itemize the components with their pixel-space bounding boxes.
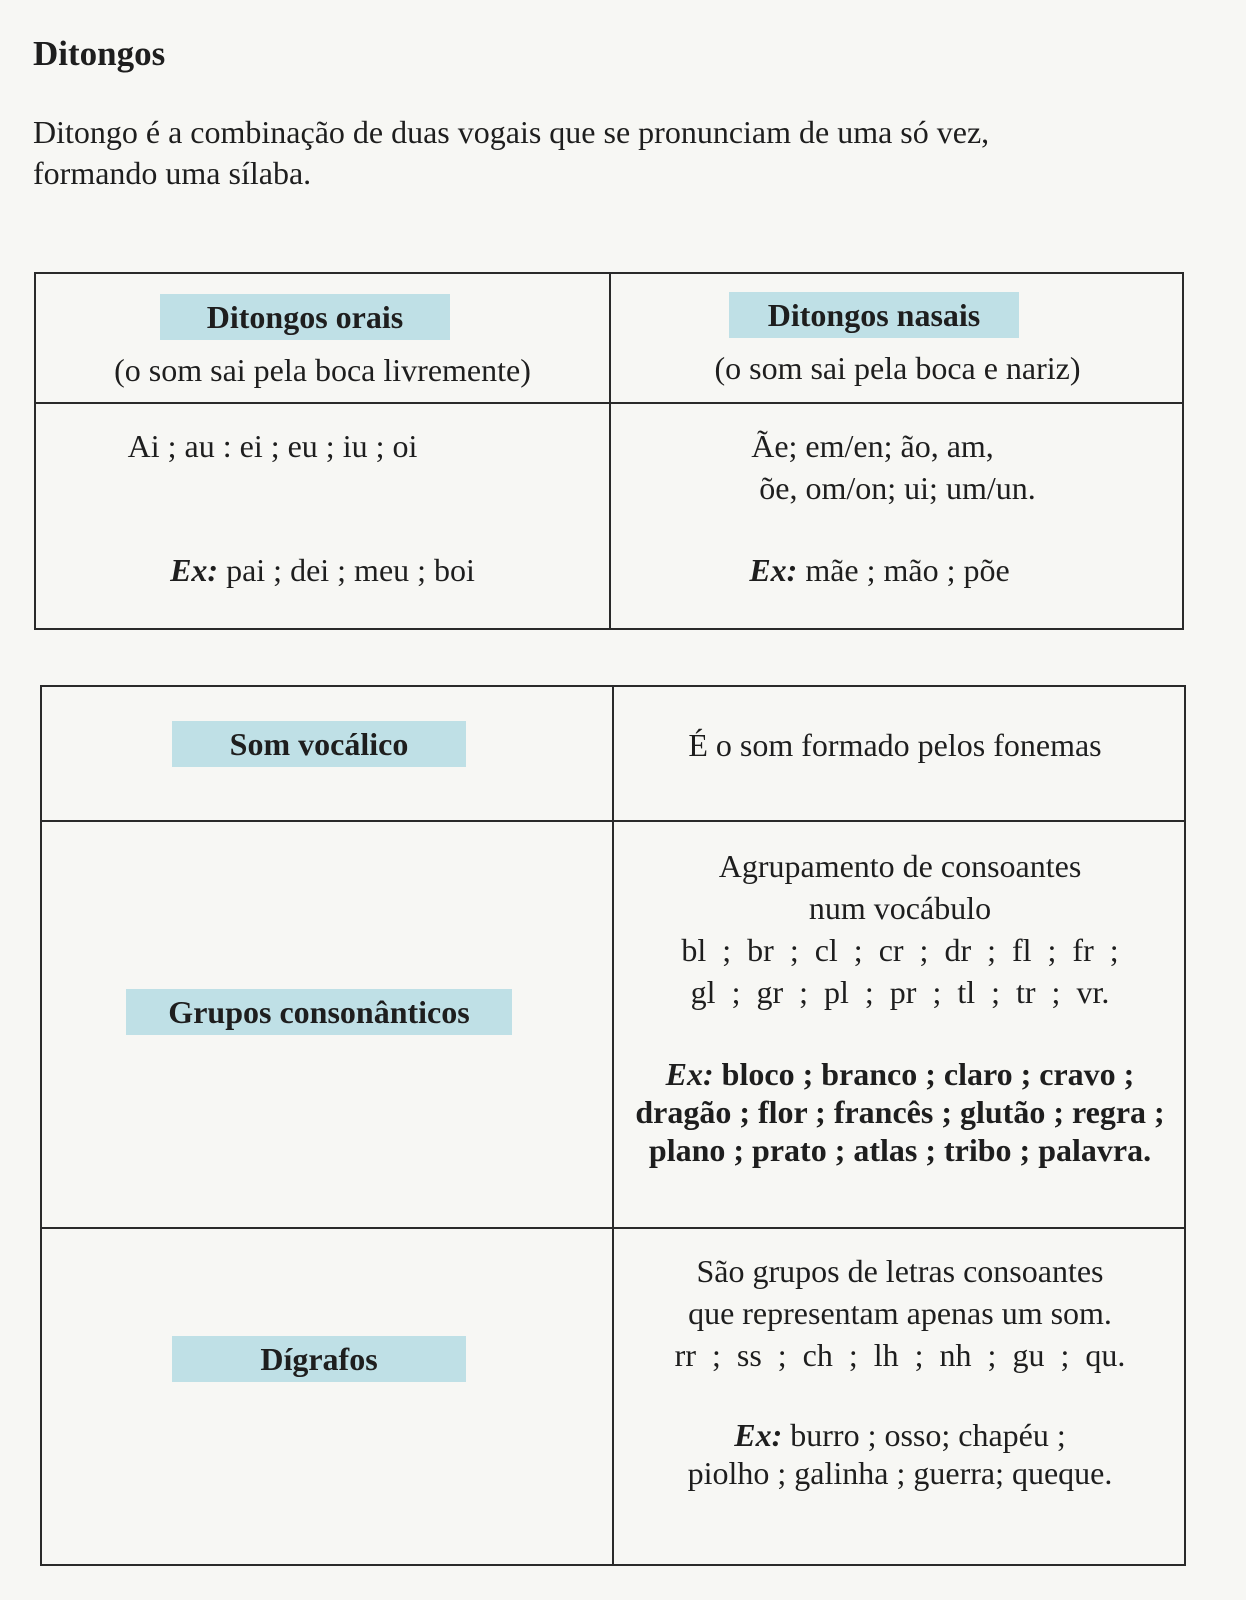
grupos-example-3 [614,1130,1186,1170]
grupos-list-2-text: gl ; gr ; pl ; pr ; tl ; tr ; vr. [690,974,1110,1010]
grupos-list-1 [614,930,1186,970]
grupos-desc-2: num vocábulo [808,890,992,926]
grupos-example-1-text: bloco ; branco ; claro ; cravo ; [721,1056,1135,1092]
intro-line-2: formando uma sílaba. [33,155,312,191]
digrafos-example-1-text: burro ; osso; chapéu ; [790,1417,1066,1453]
ex-label: Ex: [749,552,798,588]
ditongos-orais-body [36,404,609,630]
ditongos-nasais-subtitle: (o som sai pela boca e nariz) [714,350,1081,386]
grupos-example-2 [614,1092,1186,1132]
digrafos-list [614,1335,1186,1375]
grupos-desc-1: Agrupamento de consoantes [718,848,1082,884]
intro-line-1: Ditongo é a combinação de duas vogais que se pronunciam de uma só vez, [33,114,990,150]
som-vocalico-label-cell [42,687,612,820]
som-vocalico-text-cell [614,687,1186,820]
ditongos-nasais-body [611,404,1184,630]
ditongos-nasais-heading: Ditongos nasais [729,292,1019,338]
grupos-consonanticos-label-cell [42,822,612,1227]
ditongos-orais-header [36,274,609,402]
ex-label: Ex: [734,1417,783,1453]
digrafos-label: Dígrafos [172,1336,466,1382]
ex-label: Ex: [170,552,219,588]
ditongos-nasais-example [575,550,1184,590]
intro-paragraph [33,112,1213,194]
grupos-consonanticos-text-cell [614,822,1186,1227]
ditongos-orais-example-text: pai ; dei ; meu ; boi [226,552,475,588]
digrafos-text-cell [614,1229,1186,1566]
page-title: Ditongos [33,34,166,73]
ditongos-nasais-list-1: Ãe; em/en; ão, am, [751,428,994,464]
ex-label: Ex: [665,1056,714,1092]
ditongos-nasais-list-2: õe, om/on; ui; um/un. [759,470,1036,506]
grupos-example-1 [614,1054,1186,1094]
digrafos-example-1 [614,1415,1186,1455]
grupos-list-1-text: bl ; br ; cl ; cr ; dr ; fl ; fr ; [681,932,1119,968]
som-vocalico-text: É o som formado pelos fonemas [688,727,1102,763]
digrafos-list-text: rr ; ss ; ch ; lh ; nh ; gu ; qu. [674,1337,1126,1373]
digrafos-label-cell [42,1229,612,1566]
digrafos-desc-1: São grupos de letras consoantes [696,1253,1104,1289]
digrafos-example-2: piolho ; galinha ; guerra; queque. [687,1455,1113,1491]
grupos-example-2-text: dragão ; flor ; francês ; glutão ; regra ; [635,1094,1165,1130]
ditongos-nasais-header [611,274,1184,402]
grupos-example-3-text: plano ; prato ; atlas ; tribo ; palavra. [648,1132,1152,1168]
ditongos-nasais-example-text: mãe ; mão ; põe [805,552,1010,588]
grupos-list-2 [614,972,1186,1012]
ditongos-orais-list: Ai ; au : ei ; eu ; iu ; oi [127,428,418,464]
grupos-consonanticos-label: Grupos consonânticos [126,989,512,1035]
fonemas-table [40,685,1186,1566]
som-vocalico-label: Som vocálico [172,721,466,767]
digrafos-desc-2: que representam apenas um som. [688,1295,1112,1331]
ditongos-orais-example [36,550,609,590]
ditongos-orais-subtitle: (o som sai pela boca livremente) [114,352,531,388]
ditongos-orais-heading: Ditongos orais [160,294,450,340]
ditongos-table [34,272,1184,630]
